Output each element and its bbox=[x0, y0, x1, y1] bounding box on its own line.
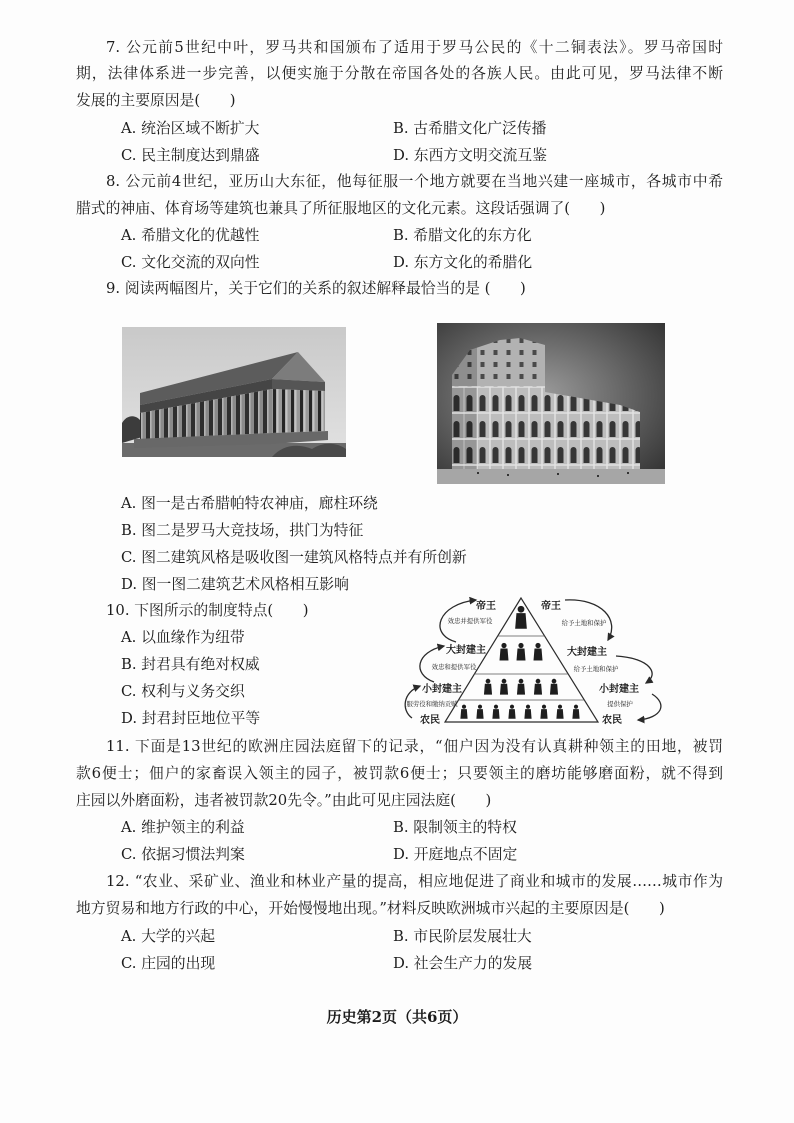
figure-1-greek-temple-image bbox=[122, 327, 346, 457]
option-d: D. 东西方文明交流互鉴 bbox=[393, 146, 547, 164]
option-d: D. 封君封臣地位平等 bbox=[121, 709, 261, 727]
question-stem-line: 地方贸易和地方行政的中心，开始慢慢地出现。”材料反映欧洲城市兴起的主要原因是( ) bbox=[76, 899, 665, 917]
label-loyalty-top: 效忠并提供军役 bbox=[447, 617, 493, 625]
peasant-figure-icon bbox=[572, 705, 579, 719]
option-a: A. 统治区域不断扩大 bbox=[121, 119, 260, 137]
label-great-lord-left: 大封建主 bbox=[446, 645, 486, 656]
king-figure-icon bbox=[515, 606, 527, 629]
page-footer: 历史第2页（共6页） bbox=[326, 1008, 468, 1026]
question-stem-line: 期，法律体系进一步完善，以便实施于分散在帝国各处的各族人民。由此可见，罗马法律不断 bbox=[76, 65, 723, 82]
option-a: A. 以血缘作为纽带 bbox=[121, 628, 245, 646]
label-small-lord-right: 小封建主 bbox=[599, 684, 639, 695]
option-b: B. 希腊文化的东方化 bbox=[393, 226, 532, 244]
question-stem-line: 11. 下面是13世纪的欧洲庄园法庭留下的记录，“佃户因为没有认真耕种领主的田地，被罚 bbox=[106, 737, 723, 755]
question-stem-line: 10. 下图所示的制度特点( ) bbox=[106, 601, 309, 619]
peasant-figure-icon bbox=[540, 705, 547, 719]
label-protection: 提供保护 bbox=[607, 700, 633, 708]
lord-figure-icon bbox=[517, 643, 526, 661]
option-c: C. 庄园的出现 bbox=[121, 954, 216, 972]
question-stem-line: 发展的主要原因是( ) bbox=[76, 91, 236, 109]
label-loyalty-mid: 效忠和提供军役 bbox=[431, 663, 477, 671]
option-c: C. 图二建筑风格是吸收图一建筑风格特点并有所创新 bbox=[121, 548, 467, 566]
option-a: A. 大学的兴起 bbox=[121, 927, 216, 945]
label-emperor-right: 帝王 bbox=[541, 601, 561, 612]
option-d: D. 社会生产力的发展 bbox=[393, 954, 533, 972]
option-c: C. 权利与义务交织 bbox=[121, 682, 245, 700]
label-labor-tribute: 服劳役和缴纳贡赋 bbox=[406, 700, 458, 708]
option-d: D. 开庭地点不固定 bbox=[393, 845, 518, 863]
label-grant-mid: 给予土地和保护 bbox=[573, 665, 619, 673]
knight-figure-icon bbox=[500, 679, 508, 695]
peasant-figure-icon bbox=[508, 705, 515, 719]
question-stem-line: 庄园以外磨面粉，违者被罚款20先令。”由此可见庄园法庭( ) bbox=[76, 791, 492, 809]
arrow-down bbox=[638, 694, 661, 720]
question-stem-line: 腊式的神庙、体育场等建筑也兼具了所征服地区的文化元素。这段话强调了( ) bbox=[76, 199, 606, 217]
option-a: A. 维护领主的利益 bbox=[121, 818, 245, 836]
label-peasant-right: 农民 bbox=[602, 715, 622, 726]
question-stem-line: 12. “农业、采矿业、渔业和林业产量的提高，相应地促进了商业和城市的发展……城市作为 bbox=[106, 872, 723, 890]
label-grant-top: 给予土地和保护 bbox=[561, 619, 607, 627]
option-b: B. 限制领主的特权 bbox=[393, 818, 517, 836]
feudal-hierarchy-diagram bbox=[400, 592, 670, 728]
label-small-lord-left: 小封建主 bbox=[422, 684, 462, 695]
peasant-figure-icon bbox=[524, 705, 531, 719]
ground bbox=[437, 469, 665, 484]
question-stem-line: 7. 公元前5世纪中叶，罗马共和国颁布了适用于罗马公民的《十二铜表法》。罗马帝国时 bbox=[106, 38, 723, 56]
lord-figure-icon bbox=[500, 643, 509, 661]
option-c: C. 依据习惯法判案 bbox=[121, 845, 245, 863]
peasant-figure-icon bbox=[492, 705, 499, 719]
option-d: D. 东方文化的希腊化 bbox=[393, 253, 533, 271]
figure-2-colosseum-image bbox=[437, 323, 665, 484]
label-great-lord-right: 大封建主 bbox=[567, 647, 607, 658]
knight-figure-icon bbox=[550, 679, 558, 695]
lord-figure-icon bbox=[534, 643, 543, 661]
option-b: B. 古希腊文化广泛传播 bbox=[393, 119, 547, 137]
knight-figure-icon bbox=[534, 679, 542, 695]
option-a: A. 图一是古希腊帕特农神庙，廊柱环绕 bbox=[121, 494, 378, 512]
arrow-down bbox=[616, 656, 652, 683]
question-stem-line: 8. 公元前4世纪，亚历山大东征，他每征服一个地方就要在当地兴建一座城市，各城市中希 bbox=[106, 172, 723, 190]
label-emperor-left: 帝王 bbox=[476, 601, 496, 612]
question-stem-line: 款6便士；佃户的家畜误入领主的园子，被罚款6便士；只要领主的磨坊能够磨面粉，就不得到 bbox=[76, 764, 723, 782]
option-a: A. 希腊文化的优越性 bbox=[121, 226, 260, 244]
question-stem-line: 9. 阅读两幅图片，关于它们的关系的叙述解释最恰当的是 ( ) bbox=[106, 279, 526, 297]
option-b: B. 封君具有绝对权威 bbox=[121, 655, 260, 673]
option-b: B. 图二是罗马大竞技场，拱门为特征 bbox=[121, 521, 364, 539]
label-peasant-left: 农民 bbox=[420, 715, 440, 726]
peasant-figure-icon bbox=[476, 705, 483, 719]
knight-figure-icon bbox=[517, 679, 525, 695]
option-d: D. 图一图二建筑艺术风格相互影响 bbox=[121, 575, 349, 593]
option-c: C. 民主制度达到鼎盛 bbox=[121, 146, 260, 164]
option-c: C. 文化交流的双向性 bbox=[121, 253, 260, 271]
option-b: B. 市民阶层发展壮大 bbox=[393, 927, 532, 945]
peasant-figure-icon bbox=[460, 705, 467, 719]
knight-figure-icon bbox=[484, 679, 492, 695]
peasant-figure-icon bbox=[556, 705, 563, 719]
